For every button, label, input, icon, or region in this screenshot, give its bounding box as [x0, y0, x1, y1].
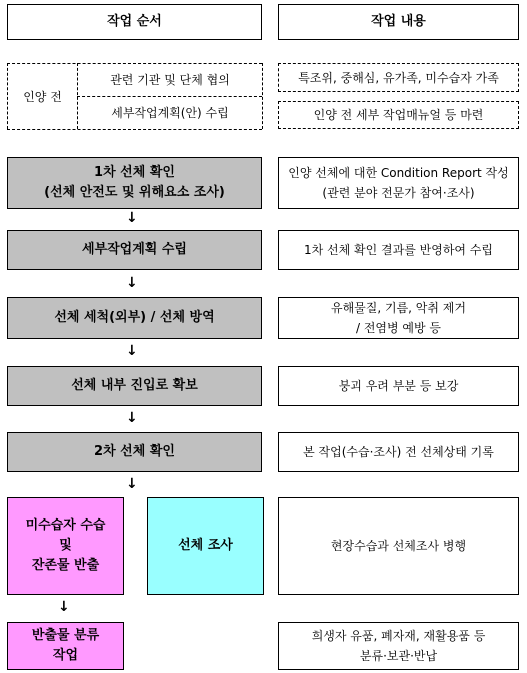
- arrow-down-icon: ↓: [126, 476, 138, 492]
- preliminary-label-text: 인양 전: [23, 89, 62, 104]
- step-first-inspection-text: 1차 선체 확인 (선체 안전도 및 위해요소 조사): [44, 165, 225, 200]
- prelim-step-plan-draft: [78, 97, 262, 129]
- content-entry-route-text: 붕괴 우려 부분 등 보강: [338, 379, 459, 393]
- step-second-inspection: [7, 432, 262, 472]
- step-first-inspection: [7, 157, 262, 209]
- arrow-down-icon: ↓: [58, 599, 70, 615]
- step-missing-recovery-text: 미수습자 수습 및 잔존물 반출: [25, 518, 106, 573]
- content-entry-route: [278, 366, 519, 406]
- prelim-content-consultation: [278, 63, 519, 92]
- preliminary-group-label: [8, 64, 77, 129]
- step-hull-survey: [147, 497, 264, 595]
- step-missing-recovery: [7, 497, 124, 595]
- arrow-down-icon: ↓: [126, 210, 138, 226]
- content-sorting: [278, 622, 519, 670]
- step-hull-cleaning: [7, 297, 262, 339]
- step-entry-route: [7, 366, 262, 406]
- step-entry-route-text: 선체 내부 진입로 확보: [71, 378, 198, 393]
- step-second-inspection-text: 2차 선체 확인: [94, 444, 175, 459]
- step-detail-plan-text: 세부작업계획 수립: [82, 242, 187, 257]
- content-sorting-text: 희생자 유품, 폐자재, 재활용품 등 분류·보관·반납: [311, 629, 486, 663]
- content-detail-plan: [278, 230, 519, 270]
- content-first-inspection: [278, 157, 519, 209]
- header-work-content-label: 작업 내용: [371, 14, 426, 29]
- step-hull-survey-text: 선체 조사: [178, 538, 233, 553]
- prelim-content-consultation-text: 특조위, 중해심, 유가족, 미수습자 가족: [298, 70, 499, 85]
- content-parallel-text: 현장수습과 선체조사 병행: [330, 539, 467, 553]
- arrow-down-icon: ↓: [126, 343, 138, 359]
- step-sorting: [7, 622, 124, 670]
- content-first-inspection-text: 인양 선체에 대한 Condition Report 작성 (관련 분야 전문가 참여·조사): [288, 166, 509, 200]
- header-work-order: [7, 4, 262, 40]
- content-parallel: [278, 497, 519, 595]
- prelim-step-consultation-text: 관련 기관 및 단체 협의: [110, 73, 230, 87]
- content-hull-cleaning: [278, 297, 519, 339]
- step-sorting-text: 반출물 분류 작업: [31, 628, 100, 663]
- content-detail-plan-text: 1차 선체 확인 결과를 반영하여 수립: [304, 243, 493, 257]
- content-second-inspection: [278, 432, 519, 472]
- content-hull-cleaning-text: 유해물질, 기름, 악취 제거 / 전염병 예방 등: [331, 301, 466, 335]
- header-work-content: [278, 4, 519, 40]
- prelim-step-consultation: [78, 64, 262, 96]
- arrow-down-icon: ↓: [126, 275, 138, 291]
- header-work-order-label: 작업 순서: [107, 14, 162, 29]
- step-hull-cleaning-text: 선체 세척(외부) / 선체 방역: [54, 310, 215, 325]
- step-detail-plan: [7, 230, 262, 270]
- prelim-content-plan-draft-text: 인양 전 세부 작업매뉴얼 등 마련: [313, 108, 484, 122]
- prelim-step-plan-draft-text: 세부작업계획(안) 수립: [111, 106, 229, 120]
- prelim-content-plan-draft: [278, 101, 519, 129]
- arrow-down-icon: ↓: [126, 410, 138, 426]
- content-second-inspection-text: 본 작업(수습·조사) 전 선체상태 기록: [303, 445, 494, 459]
